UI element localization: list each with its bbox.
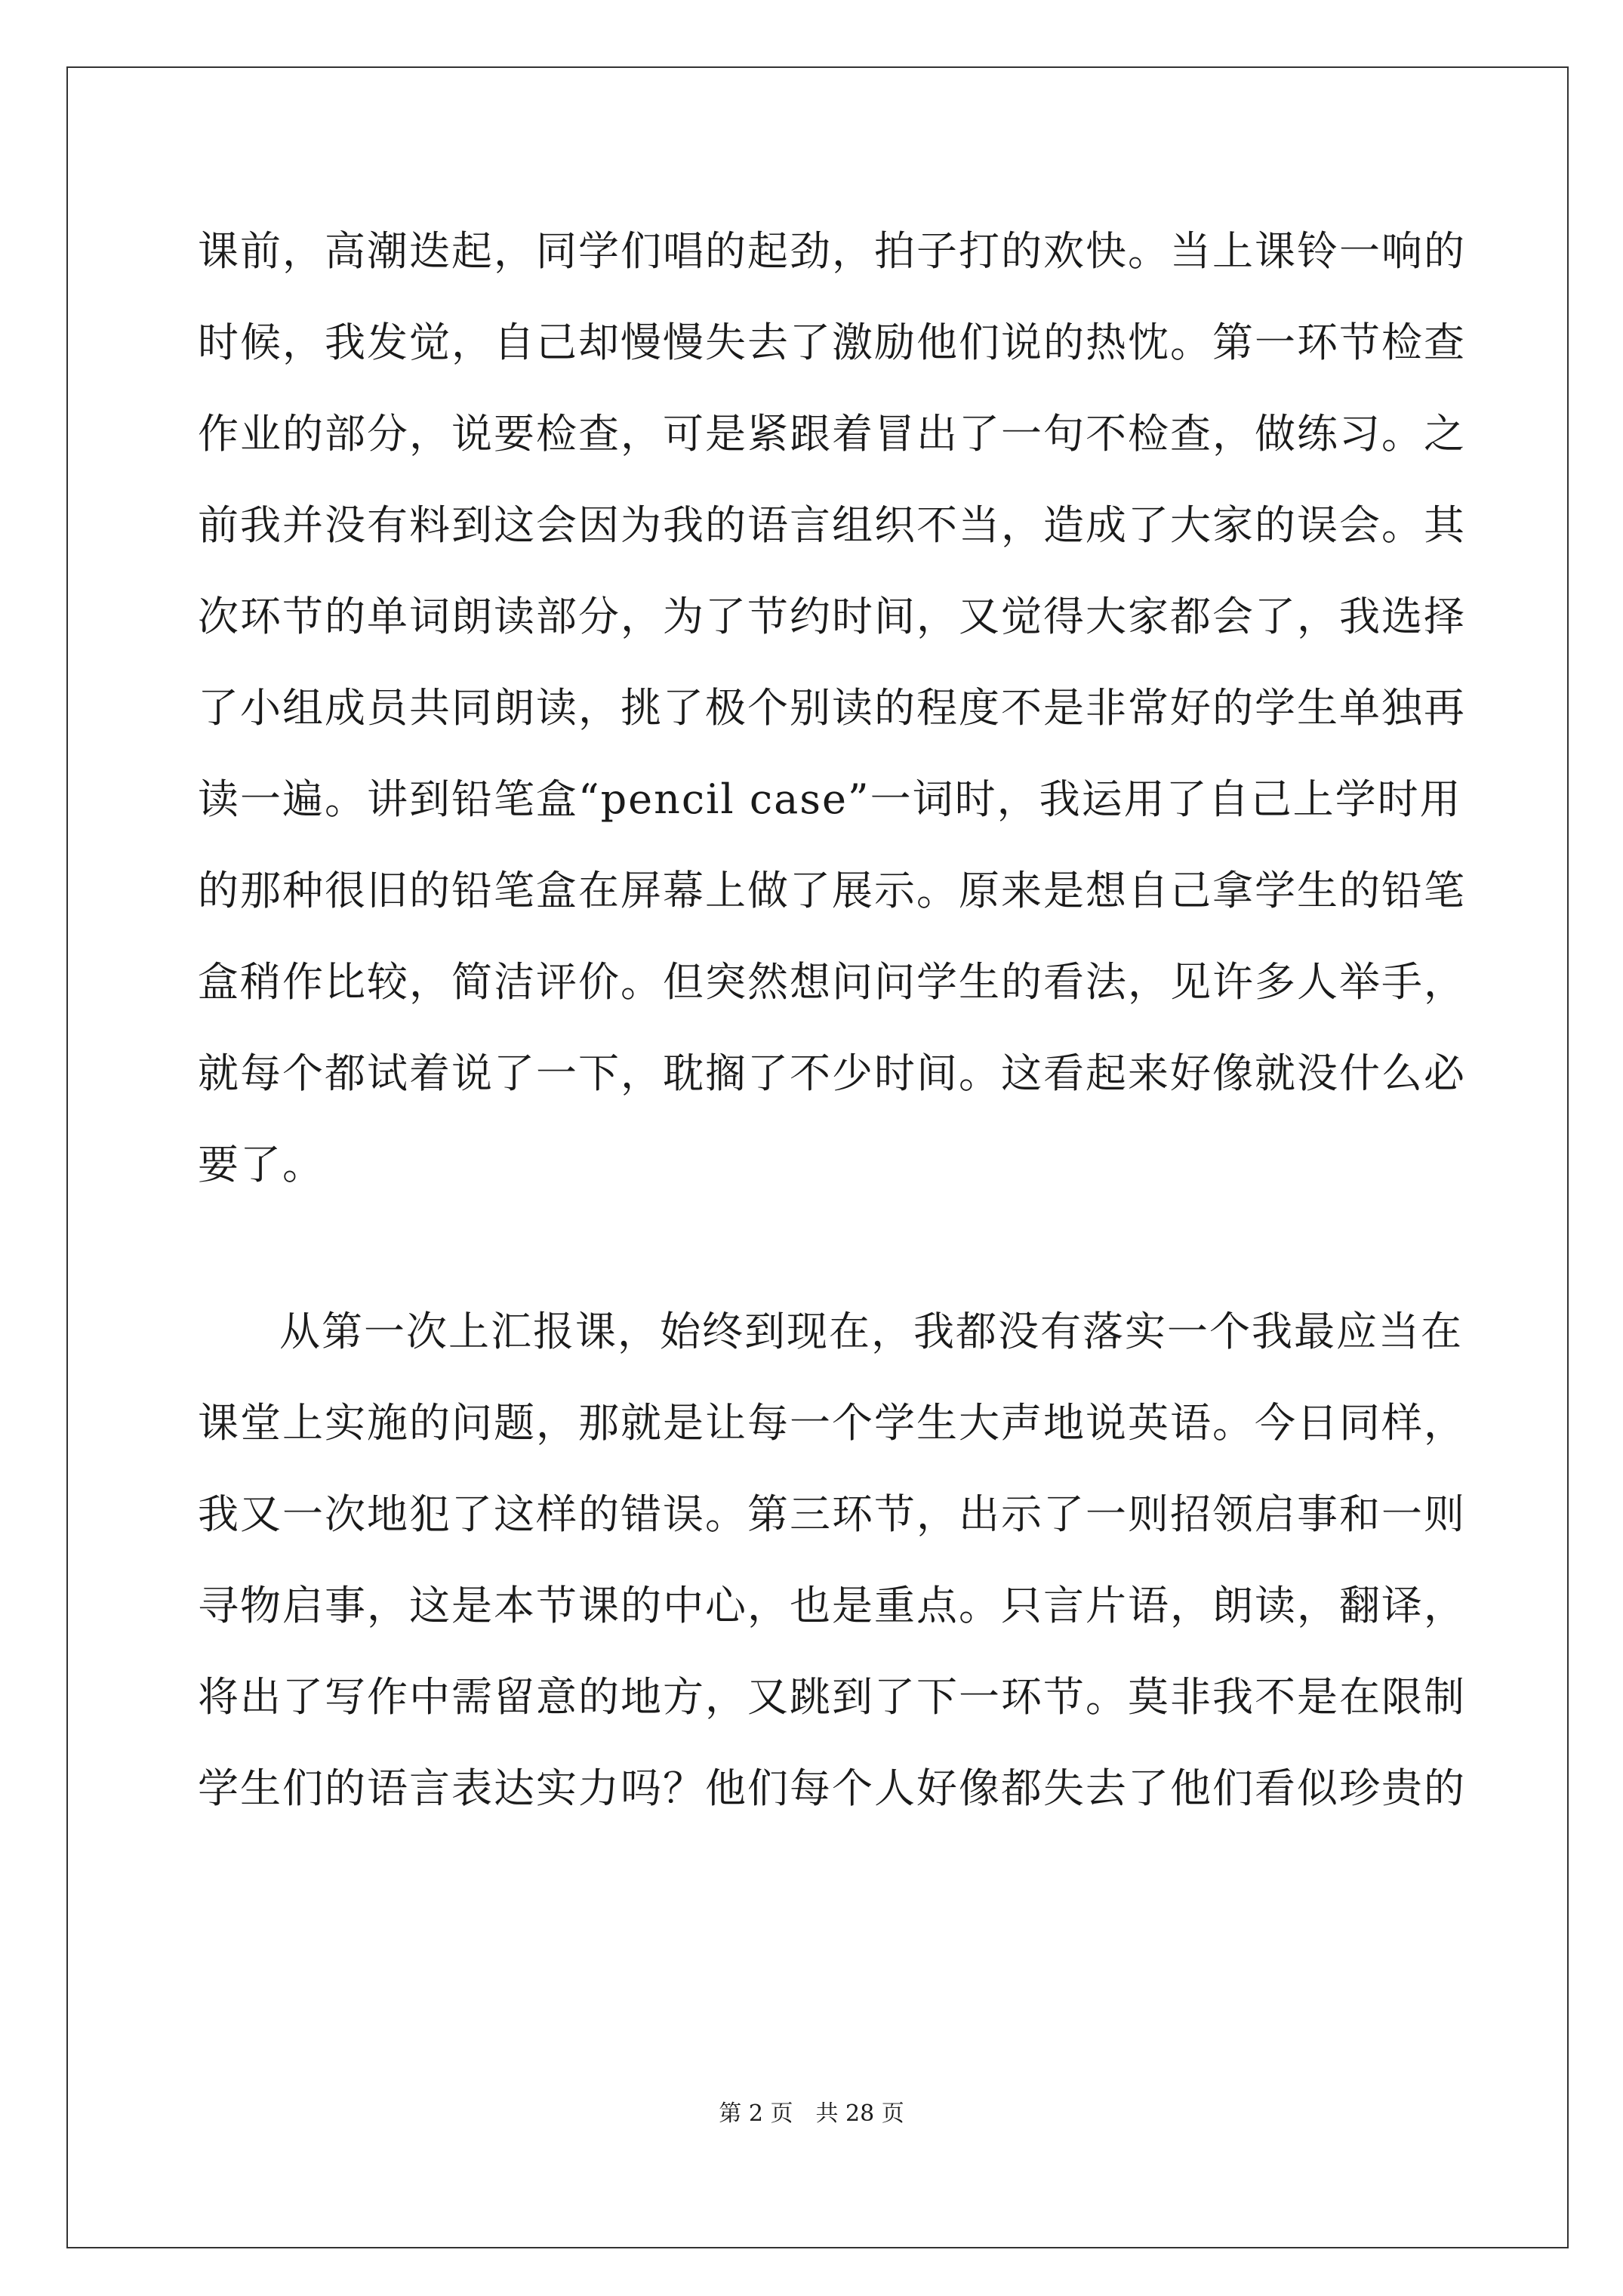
- text-line: 要了。: [198, 1141, 325, 1188]
- text-line: 的那种很旧的铅笔盒在屏幕上做了展示。原来是想自己拿学生的铅笔: [198, 867, 1466, 914]
- text-line: 了小组成员共同朗读，挑了极个别读的程度不是非常好的学生单独再: [198, 684, 1466, 732]
- text-line: 将出了写作中需留意的地方，又跳到了下一环节。莫非我不是在限制: [198, 1673, 1466, 1721]
- text-line: 寻物启事，这是本节课的中心，也是重点。只言片语，朗读，翻译，: [198, 1582, 1466, 1629]
- text-line: 时候，我发觉，自己却慢慢失去了激励他们说的热忱。第一环节检查: [198, 319, 1466, 366]
- text-line: 从第一次上汇报课，始终到现在，我都没有落实一个我最应当在: [279, 1308, 1463, 1355]
- text-line: 前我并没有料到这会因为我的语言组织不当，造成了大家的误会。其: [198, 501, 1466, 549]
- text-line: 读一遍。讲到铅笔盒“pencil case”一词时，我运用了自己上学时用: [198, 775, 1462, 823]
- text-line: 次环节的单词朗读部分，为了节约时间，又觉得大家都会了，我选择: [198, 593, 1466, 640]
- text-line: 课前，高潮迭起，同学们唱的起劲，拍子打的欢快。当上课铃一响的: [198, 227, 1466, 275]
- page-footer: 第 2 页 共 28 页: [719, 2100, 904, 2127]
- text-line: 课堂上实施的问题，那就是让每一个学生大声地说英语。今日同样，: [198, 1399, 1466, 1447]
- text-line: 学生们的语言表达实力吗？他们每个人好像都失去了他们看似珍贵的: [198, 1764, 1466, 1812]
- text-line: 作业的部分，说要检查，可是紧跟着冒出了一句不检查，做练习。之: [198, 410, 1466, 458]
- text-line: 盒稍作比较，简洁评价。但突然想问问学生的看法，见许多人举手，: [198, 958, 1466, 1006]
- text-line: 就每个都试着说了一下，耽搁了不少时间。这看起来好像就没什么必: [198, 1049, 1466, 1097]
- text-line: 我又一次地犯了这样的错误。第三环节，出示了一则招领启事和一则: [198, 1490, 1466, 1538]
